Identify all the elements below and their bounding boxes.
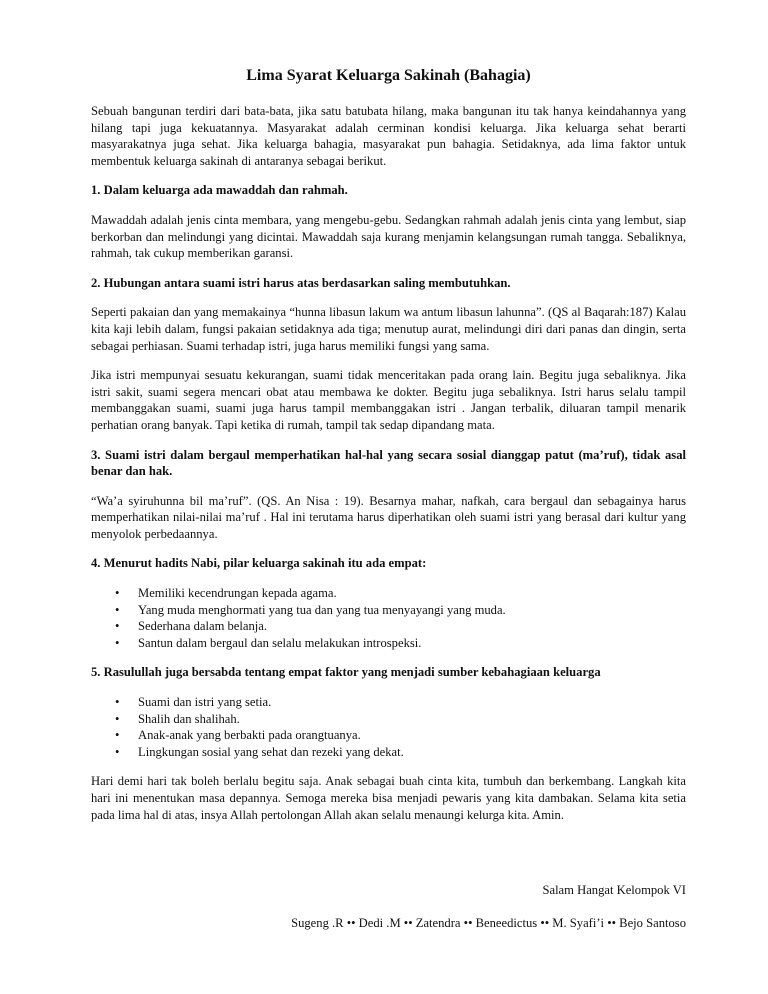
bullet-icon: • xyxy=(115,602,120,617)
bullet-icon: • xyxy=(115,728,120,743)
group-members: Sugeng .R •• Dedi .M •• Zatendra •• Beneedictus •• M. Syafi’i •• Bejo Santoso xyxy=(291,916,686,930)
list-item-text: Memiliki kecendrungan kepada agama. xyxy=(138,586,337,601)
bullet-icon: • xyxy=(115,635,120,650)
section-5-heading: 5. Rasulullah juga bersabda tentang empat faktor yang menjadi sumber kebahagiaan keluarga xyxy=(91,665,601,680)
section-4-heading: 4. Menurut hadits Nabi, pilar keluarga sakinah itu ada empat: xyxy=(91,556,427,571)
list-item-text: Santun dalam bergaul dan selalu melakukan introspeksi. xyxy=(138,635,422,650)
bullet-icon: • xyxy=(115,586,120,601)
list-item-text: Suami dan istri yang setia. xyxy=(138,695,272,710)
list-item xyxy=(115,744,686,761)
list-item-text: Sederhana dalam belanja. xyxy=(138,619,268,634)
conclusion-paragraph: Hari demi hari tak boleh berlalu begitu saja. Anak sebagai buah cinta kita, tumbuh dan berkembang. Langkah kita hari ini menentukan masa depannya. Semoga mereka bisa menjadi pewaris yang kita dambakan. Selama kita setia pada lima hal di atas, insya Allah pertolongan Allah akan selalu menaungi kelurga kita. Amin. xyxy=(91,774,686,822)
list-item xyxy=(115,694,686,711)
section-3-paragraph: “Wa’a syiruhunna bil ma’ruf”. (QS. An Nisa : 19). Besarnya mahar, nafkah, cara bergaul dan sebagainya harus memperhatikan nilai-nilai ma’ruf . Hal ini terutama harus diperhatikan oleh suami istri yang berasal dari kultur yang menyolok perbedaannya. xyxy=(91,493,686,541)
list-item-text: Anak-anak yang berbakti pada orangtuanya. xyxy=(138,728,361,743)
document-title: Lima Syarat Keluarga Sakinah (Bahagia) xyxy=(246,67,531,84)
bullet-icon: • xyxy=(115,695,120,710)
list-item xyxy=(115,635,686,652)
intro-paragraph: Sebuah bangunan terdiri dari bata-bata, jika satu batubata hilang, maka bangunan itu tak hanya keindahannya yang hilang tapi juga kekuatannya. Masyarakat adalah cerminan kondisi keluarga. Jika keluarga sehat berarti masyarakatnya juga sehat. Jika keluarga bahagia, masyarakat pun bahagia. Setidaknya, ada lima faktor untuk membentuk keluarga sakinah di antaranya sebagai berikut. xyxy=(91,104,686,168)
section-1-paragraph: Mawaddah adalah jenis cinta membara, yang mengebu-gebu. Sedangkan rahmah adalah jenis cinta yang lembut, siap berkorban dan melindungi yang dicintai. Mawaddah saja kurang menjamin kelangsungan rumah tangga. Sebaliknya, rahmah, tak cukup memberikan garansi. xyxy=(91,212,686,261)
bullet-icon: • xyxy=(115,711,120,726)
list-item xyxy=(115,602,686,619)
list-item-text: Shalih dan shalihah. xyxy=(138,711,240,726)
section-5-list xyxy=(91,694,686,760)
section-2-heading: 2. Hubungan antara suami istri harus atas berdasarkan saling membutuhkan. xyxy=(91,275,511,290)
section-3-heading: 3. Suami istri dalam bergaul memperhatikan hal-hal yang secara sosial dianggap patut (ma’ruf), tidak asal benar dan hak. xyxy=(91,447,686,479)
closing-greeting: Salam Hangat Kelompok VI xyxy=(542,883,686,897)
list-item xyxy=(115,618,686,635)
bullet-icon: • xyxy=(115,744,120,759)
list-item-text: Yang muda menghormati yang tua dan yang tua menyayangi yang muda. xyxy=(138,602,506,617)
section-2-paragraph-1: Seperti pakaian dan yang memakainya “hunna libasun lakum wa antum libasun lahunna”. (QS al Baqarah:187) Kalau kita kaji lebih dalam, fungsi pakaian setidaknya ada tiga; menutup aurat, melindungi diri dari panas dan dingin, serta sebagai perhiasan. Suami terhadap istri, juga harus memiliki fungsi yang sama. xyxy=(91,305,686,353)
section-2-paragraph-2: Jika istri mempunyai sesuatu kekurangan, suami tidak menceritakan pada orang lain. Begitu juga sebaliknya. Jika istri sakit, suami segera mencari obat atau membawa ke dokter. Begitu juga sebaliknya. Istri harus selalu tampil membanggakan suami, suami juga harus tampil membanggakan istri . Jangan terbalik, diluaran tampil menarik perhatian orang banyak. Tapi ketika di rumah, tampil tak sedap dipandang mata. xyxy=(91,368,686,432)
list-item xyxy=(115,727,686,744)
list-item xyxy=(115,711,686,728)
list-item xyxy=(115,585,686,602)
list-item-text: Lingkungan sosial yang sehat dan rezeki yang dekat. xyxy=(138,744,404,759)
section-1-heading: 1. Dalam keluarga ada mawaddah dan rahmah. xyxy=(91,183,348,198)
section-4-list xyxy=(91,585,686,651)
bullet-icon: • xyxy=(115,619,120,634)
